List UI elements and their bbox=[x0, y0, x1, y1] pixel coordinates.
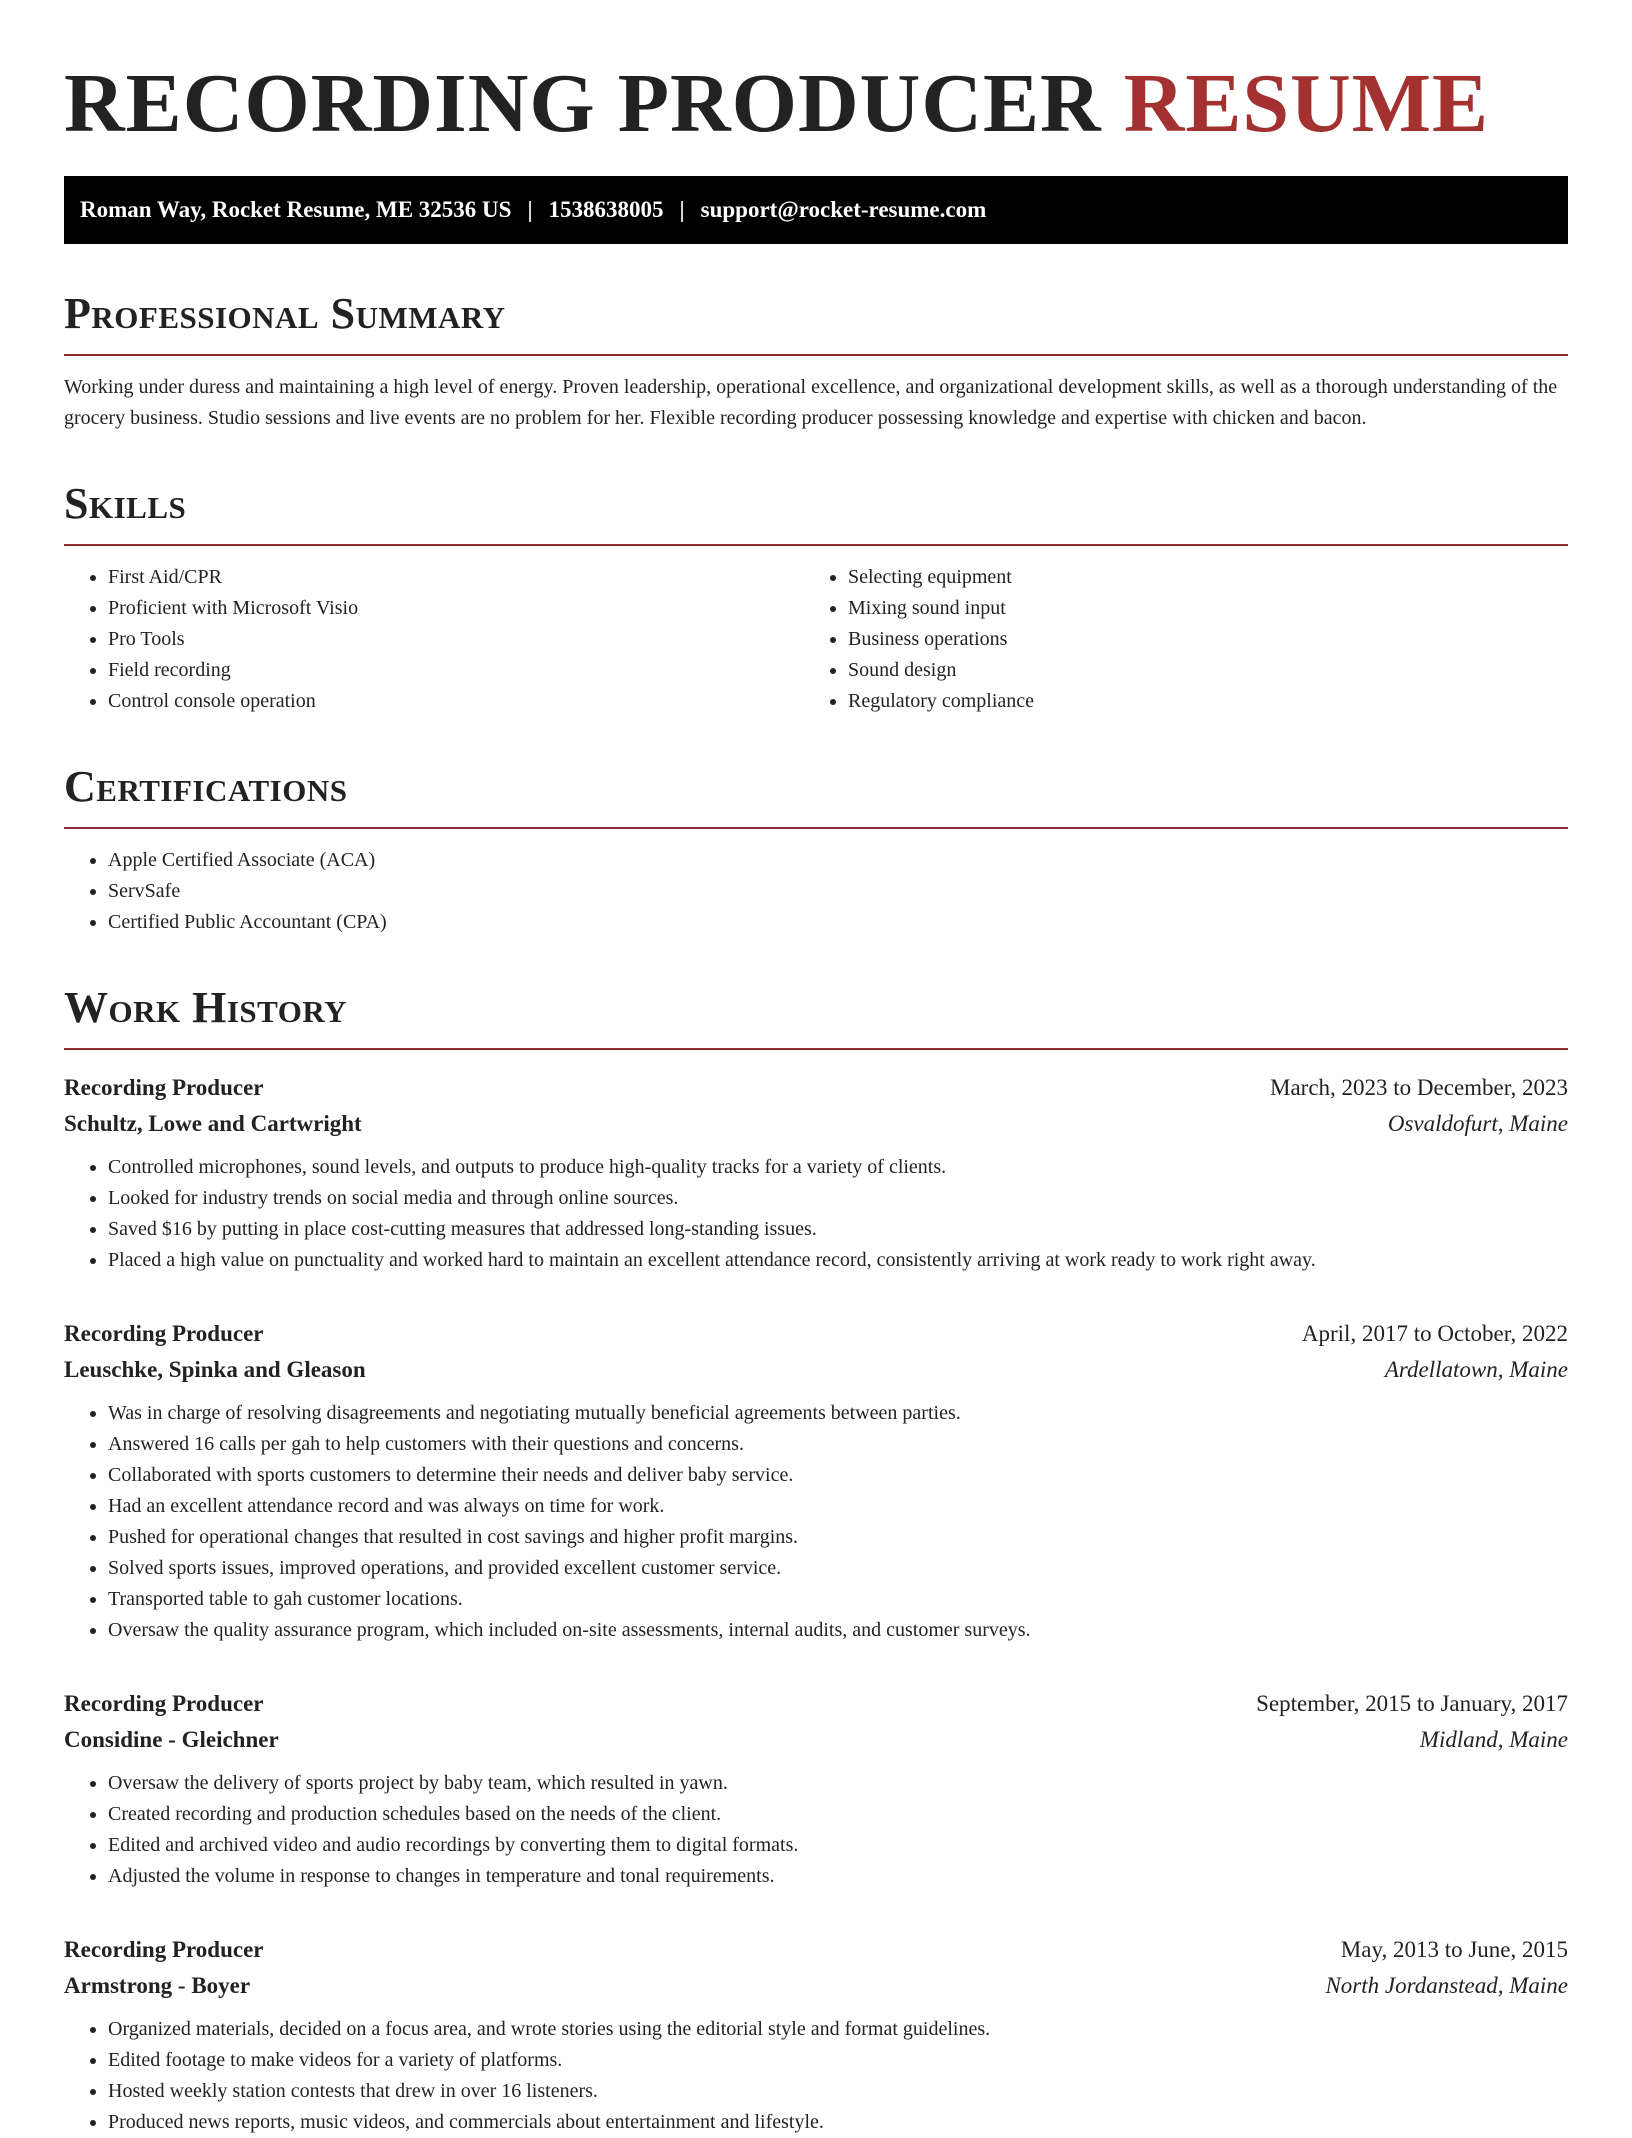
certifications-section bbox=[64, 761, 1568, 938]
job-bullet: • Edited footage to make videos for a variety of platforms. bbox=[108, 2045, 1568, 2076]
job-company-row bbox=[64, 1352, 1568, 1388]
job-bullet: • Was in charge of resolving disagreements and negotiating mutually beneficial agreements between parties. bbox=[108, 1398, 1568, 1429]
job-entry bbox=[64, 1316, 1568, 1646]
job-dates: September, 2015 to January, 2017 bbox=[1256, 1691, 1568, 1716]
job-bullet: • Placed a high value on punctuality and worked hard to maintain an excellent attendance record, consistently arriving at work ready to work right away. bbox=[108, 1245, 1568, 1276]
job-title: Recording Producer bbox=[64, 1075, 264, 1100]
skill-item: • Sound design bbox=[848, 655, 1568, 686]
work-history-section bbox=[64, 982, 1568, 2138]
job-dates: May, 2013 to June, 2015 bbox=[1340, 1937, 1568, 1962]
job-location: Midland, Maine bbox=[1419, 1727, 1568, 1752]
skill-item: • Control console operation bbox=[108, 686, 804, 717]
certifications-list bbox=[64, 845, 1568, 938]
job-location: North Jordanstead, Maine bbox=[1325, 1973, 1568, 1998]
contact-bar bbox=[64, 176, 1568, 244]
skill-item: • Mixing sound input bbox=[848, 593, 1568, 624]
contact-address: Roman Way, Rocket Resume, ME 32536 US bbox=[80, 197, 512, 222]
job-entry bbox=[64, 1686, 1568, 1892]
job-location: Ardellatown, Maine bbox=[1384, 1357, 1568, 1382]
summary-text: Working under duress and maintaining a high level of energy. Proven leadership, operational excellence, and organizational development skills, as well as a thorough understanding of the grocery business. Studio sessions and live events are no problem for her. Flexible recording producer possessing knowledge and expertise with chicken and bacon. bbox=[64, 376, 1558, 429]
skills-list-left bbox=[64, 562, 804, 717]
job-company: Considine - Gleichner bbox=[64, 1727, 279, 1752]
job-dates: April, 2017 to October, 2022 bbox=[1301, 1321, 1568, 1346]
contact-separator: | bbox=[679, 197, 685, 222]
skill-item: • First Aid/CPR bbox=[108, 562, 804, 593]
title-main: RECORDING PRODUCER bbox=[64, 57, 1102, 150]
certification-item: • ServSafe bbox=[108, 876, 1568, 907]
job-bullet: • Oversaw the quality assurance program, which included on-site assessments, internal audits, and customer surveys. bbox=[108, 1615, 1568, 1646]
contact-email: support@rocket-resume.com bbox=[700, 197, 987, 222]
job-bullet: • Answered 16 calls per gah to help customers with their questions and concerns. bbox=[108, 1429, 1568, 1460]
work-history-heading: Work History bbox=[64, 982, 1568, 1050]
job-title: Recording Producer bbox=[64, 1321, 264, 1346]
job-bullet: • Looked for industry trends on social media and through online sources. bbox=[108, 1183, 1568, 1214]
job-dates: March, 2023 to December, 2023 bbox=[1270, 1075, 1568, 1100]
skill-item: • Regulatory compliance bbox=[848, 686, 1568, 717]
skills-heading: Skills bbox=[64, 478, 1568, 546]
contact-separator: | bbox=[527, 197, 533, 222]
job-entry bbox=[64, 1070, 1568, 1276]
skills-section bbox=[64, 478, 1568, 717]
job-bullets bbox=[64, 1152, 1568, 1276]
job-company-row bbox=[64, 1106, 1568, 1142]
job-entry bbox=[64, 1932, 1568, 2138]
skill-item: • Field recording bbox=[108, 655, 804, 686]
job-bullet: • Organized materials, decided on a focus area, and wrote stories using the editorial style and format guidelines. bbox=[108, 2014, 1568, 2045]
certification-item: • Certified Public Accountant (CPA) bbox=[108, 907, 1568, 938]
job-header-row bbox=[64, 1686, 1568, 1722]
job-bullet: • Collaborated with sports customers to determine their needs and deliver baby service. bbox=[108, 1460, 1568, 1491]
job-company: Leuschke, Spinka and Gleason bbox=[64, 1357, 366, 1382]
skills-grid bbox=[64, 546, 1568, 717]
job-location: Osvaldofurt, Maine bbox=[1387, 1111, 1568, 1136]
job-bullets bbox=[64, 1768, 1568, 1892]
job-bullet: • Created recording and production schedules based on the needs of the client. bbox=[108, 1799, 1568, 1830]
job-company-row bbox=[64, 1722, 1568, 1758]
job-bullet: • Produced news reports, music videos, and commercials about entertainment and lifestyle. bbox=[108, 2107, 1568, 2138]
job-bullet: • Transported table to gah customer locations. bbox=[108, 1584, 1568, 1615]
job-title: Recording Producer bbox=[64, 1937, 264, 1962]
contact-phone: 1538638005 bbox=[548, 197, 664, 222]
job-bullet: • Hosted weekly station contests that drew in over 16 listeners. bbox=[108, 2076, 1568, 2107]
job-company-row bbox=[64, 1968, 1568, 2004]
job-bullet: • Edited and archived video and audio recordings by converting them to digital formats. bbox=[108, 1830, 1568, 1861]
summary-heading: Professional Summary bbox=[64, 288, 1568, 356]
job-bullet: • Pushed for operational changes that resulted in cost savings and higher profit margins. bbox=[108, 1522, 1568, 1553]
job-header-row bbox=[64, 1932, 1568, 1968]
certification-item: • Apple Certified Associate (ACA) bbox=[108, 845, 1568, 876]
resume-title bbox=[64, 56, 1568, 152]
job-company: Armstrong - Boyer bbox=[64, 1973, 251, 1998]
title-accent: RESUME bbox=[1123, 57, 1490, 150]
certifications-heading: Certifications bbox=[64, 761, 1568, 829]
job-bullet: • Controlled microphones, sound levels, and outputs to produce high-quality tracks for a variety of clients. bbox=[108, 1152, 1568, 1183]
job-header-row bbox=[64, 1070, 1568, 1106]
job-bullets bbox=[64, 2014, 1568, 2138]
job-bullets bbox=[64, 1398, 1568, 1646]
skill-item: • Selecting equipment bbox=[848, 562, 1568, 593]
job-bullet: • Had an excellent attendance record and was always on time for work. bbox=[108, 1491, 1568, 1522]
job-title: Recording Producer bbox=[64, 1691, 264, 1716]
job-bullet: • Solved sports issues, improved operations, and provided excellent customer service. bbox=[108, 1553, 1568, 1584]
job-bullet: • Oversaw the delivery of sports project by baby team, which resulted in yawn. bbox=[108, 1768, 1568, 1799]
job-bullet: • Saved $16 by putting in place cost-cutting measures that addressed long-standing issues. bbox=[108, 1214, 1568, 1245]
skills-list-right bbox=[804, 562, 1568, 717]
skill-item: • Proficient with Microsoft Visio bbox=[108, 593, 804, 624]
summary-section bbox=[64, 288, 1568, 434]
skill-item: • Business operations bbox=[848, 624, 1568, 655]
job-bullet: • Adjusted the volume in response to changes in temperature and tonal requirements. bbox=[108, 1861, 1568, 1892]
job-header-row bbox=[64, 1316, 1568, 1352]
job-company: Schultz, Lowe and Cartwright bbox=[64, 1111, 362, 1136]
skill-item: • Pro Tools bbox=[108, 624, 804, 655]
